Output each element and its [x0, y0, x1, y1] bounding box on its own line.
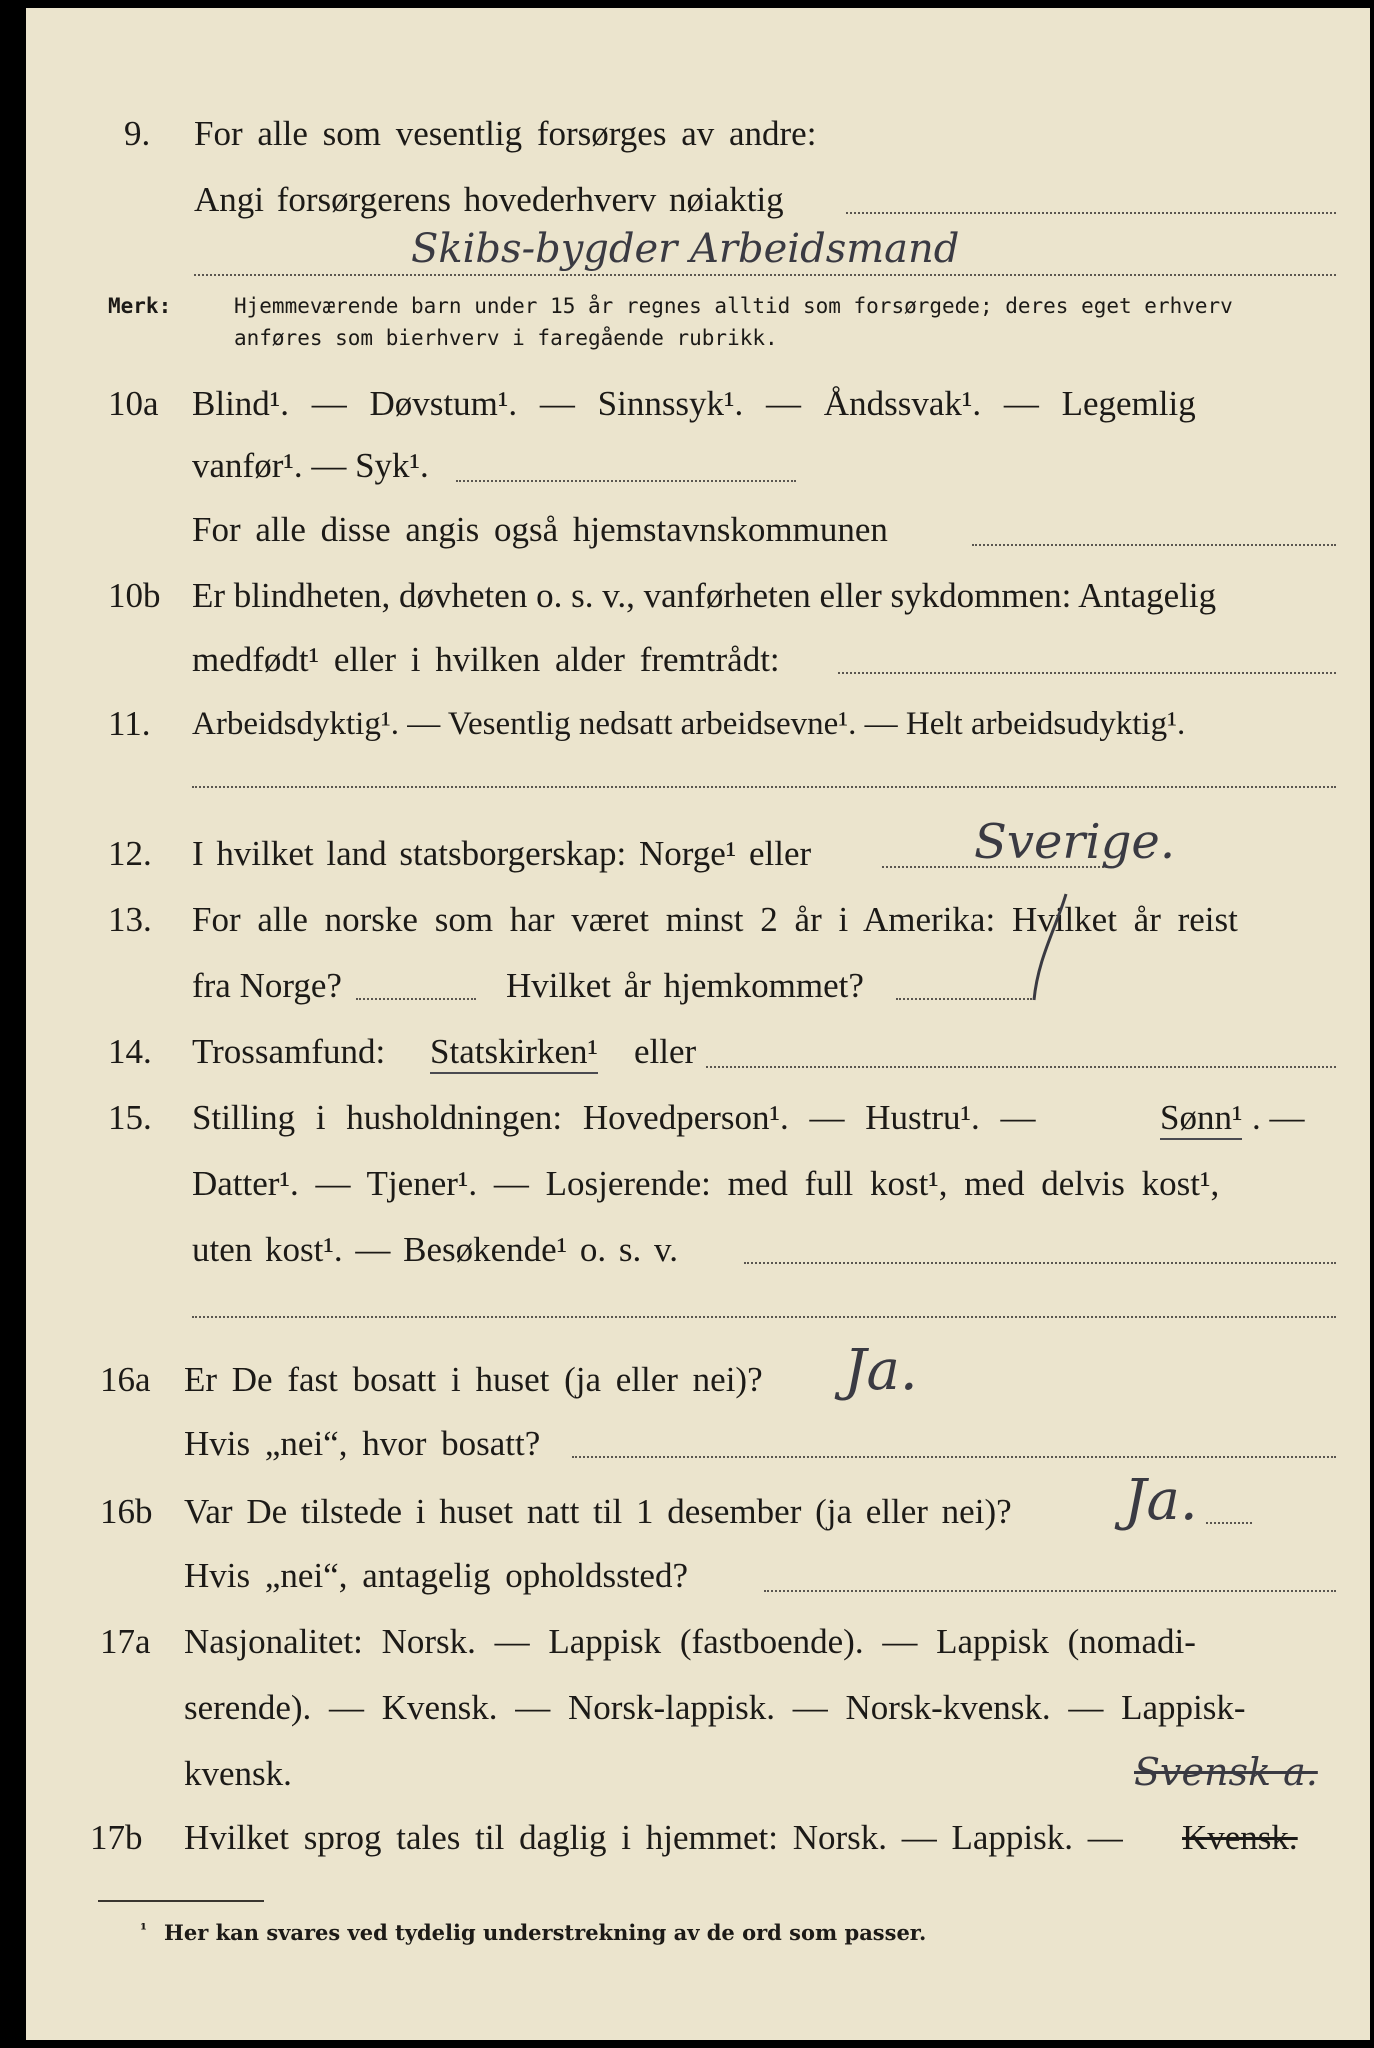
- q9-number: 9.: [124, 114, 151, 153]
- q16b-handwritten-answer: Ja.: [1124, 1468, 1198, 1533]
- q17a-line1: Nasjonalitet: Norsk. — Lappisk (fastboende). — Lappisk (nomadi-: [184, 1622, 1196, 1661]
- q10a-line3: For alle disse angis også hjemstavnskommunen: [192, 510, 888, 549]
- q16a-bosatt-line: [572, 1456, 1336, 1458]
- q12-handwritten-answer: Sverige.: [974, 814, 1176, 870]
- q10a-line1: Blind¹. — Døvstum¹. — Sinnssyk¹. — Åndssvak¹. — Legemlig: [192, 384, 1196, 423]
- q11-line1: Arbeidsdyktig¹. — Vesentlig nedsatt arbeidsevne¹. — Helt arbeidsudyktig¹.: [192, 706, 1186, 742]
- q15-number: 15.: [108, 1098, 152, 1137]
- q16a-number: 16a: [100, 1360, 151, 1399]
- q16b-answer-line: [1206, 1522, 1252, 1524]
- q14-statskirken-underlined: Statskirken¹: [430, 1032, 598, 1074]
- q15-line3: uten kost¹. — Besøkende¹ o. s. v.: [192, 1230, 679, 1269]
- q15-sonn-underlined: Sønn¹: [1160, 1098, 1242, 1140]
- q17a-handwritten-answer: Svensk a.: [1134, 1750, 1318, 1794]
- footnote-text: Her kan svares ved tydelig understrekning av de ord som passer.: [164, 1920, 927, 1945]
- q16a-line1: Er De fast bosatt i huset (ja eller nei)?: [184, 1360, 763, 1399]
- q10b-number: 10b: [108, 576, 161, 615]
- q15-line2: Datter¹. — Tjener¹. — Losjerende: med full kost¹, med delvis kost¹,: [192, 1164, 1220, 1203]
- q16b-opholdssted-line: [764, 1590, 1336, 1592]
- q12-number: 12.: [108, 834, 152, 873]
- q9-answer-line: [846, 212, 1336, 214]
- q14-answer-line: [706, 1066, 1336, 1068]
- q10a-number: 10a: [108, 384, 159, 423]
- q15-line1a: Stilling i husholdningen: Hovedperson¹. — Hustru¹. —: [192, 1098, 1036, 1137]
- q13-hjemkommet-line: [896, 998, 1032, 1000]
- q17a-number: 17a: [100, 1622, 151, 1661]
- q10a-kommune-line: [972, 544, 1336, 546]
- footnote-rule: [98, 1900, 264, 1902]
- q15-answer-line: [744, 1262, 1336, 1264]
- q17b-kvensk-struck: Kvensk.: [1182, 1818, 1298, 1857]
- q10b-line1: Er blindheten, døvheten o. s. v., vanførheten eller sykdommen: Antagelig: [192, 576, 1217, 615]
- q17b-line1: Hvilket sprog tales til daglig i hjemmet: Norsk. — Lappisk. —: [184, 1818, 1123, 1857]
- merk-line2: anføres som bierhverv i faregående rubrikk.: [234, 326, 778, 350]
- q9-handwritten-answer: Skibs-bygder Arbeidsmand: [411, 226, 960, 272]
- q16b-line1: Var De tilstede i huset natt til 1 desember (ja eller nei)?: [184, 1492, 1012, 1531]
- q14-number: 14.: [108, 1032, 152, 1071]
- q10b-answer-line: [838, 672, 1336, 674]
- q16b-number: 16b: [100, 1492, 153, 1531]
- q13-line2b: Hvilket år hjemkommet?: [506, 966, 864, 1005]
- q16b-line2: Hvis „nei“, antagelig opholdssted?: [184, 1556, 688, 1595]
- q9-answer-line-2: [194, 274, 1336, 276]
- q10b-line2: medfødt¹ eller i hvilken alder fremtrådt:: [192, 640, 780, 679]
- q12-line1: I hvilket land statsborgerskap: Norge¹ eller: [192, 834, 812, 873]
- merk-label: Merk:: [108, 294, 172, 318]
- q17b-number: 17b: [90, 1818, 143, 1857]
- q9-line2: Angi forsørgerens hovederhverv nøiaktig: [194, 180, 784, 219]
- q10a-syk-line: [456, 480, 796, 482]
- q15-line1c: . —: [1252, 1098, 1305, 1137]
- q17a-line3: kvensk.: [184, 1754, 292, 1793]
- q15-answer-line-2: [192, 1316, 1336, 1318]
- q11-number: 11.: [108, 704, 151, 743]
- q13-line2a: fra Norge?: [192, 966, 342, 1005]
- q13-line1: For alle norske som har været minst 2 år i Amerika: Hvilket år reist: [192, 900, 1238, 939]
- q16a-handwritten-answer: Ja.: [844, 1338, 918, 1403]
- merk-line1: Hjemmeværende barn under 15 år regnes alltid som forsørgede; deres eget erhverv: [234, 294, 1233, 318]
- q17a-line2: serende). — Kvensk. — Norsk-lappisk. — Norsk-kvensk. — Lappisk-: [184, 1688, 1246, 1727]
- q10a-line2: vanfør¹. — Syk¹.: [192, 446, 429, 485]
- q14-label: Trossamfund:: [192, 1032, 386, 1071]
- q14-rest: eller: [634, 1032, 697, 1071]
- q16a-line2: Hvis „nei“, hvor bosatt?: [184, 1424, 541, 1463]
- footnote-mark: ¹: [140, 1920, 148, 1939]
- q13-handwritten-stroke: [1026, 888, 1076, 1008]
- q13-reist-line: [356, 998, 476, 1000]
- q11-answer-line: [192, 786, 1336, 788]
- q13-number: 13.: [108, 900, 152, 939]
- q9-line1: For alle som vesentlig forsørges av andre:: [194, 114, 817, 153]
- census-form-page: [26, 8, 1370, 2040]
